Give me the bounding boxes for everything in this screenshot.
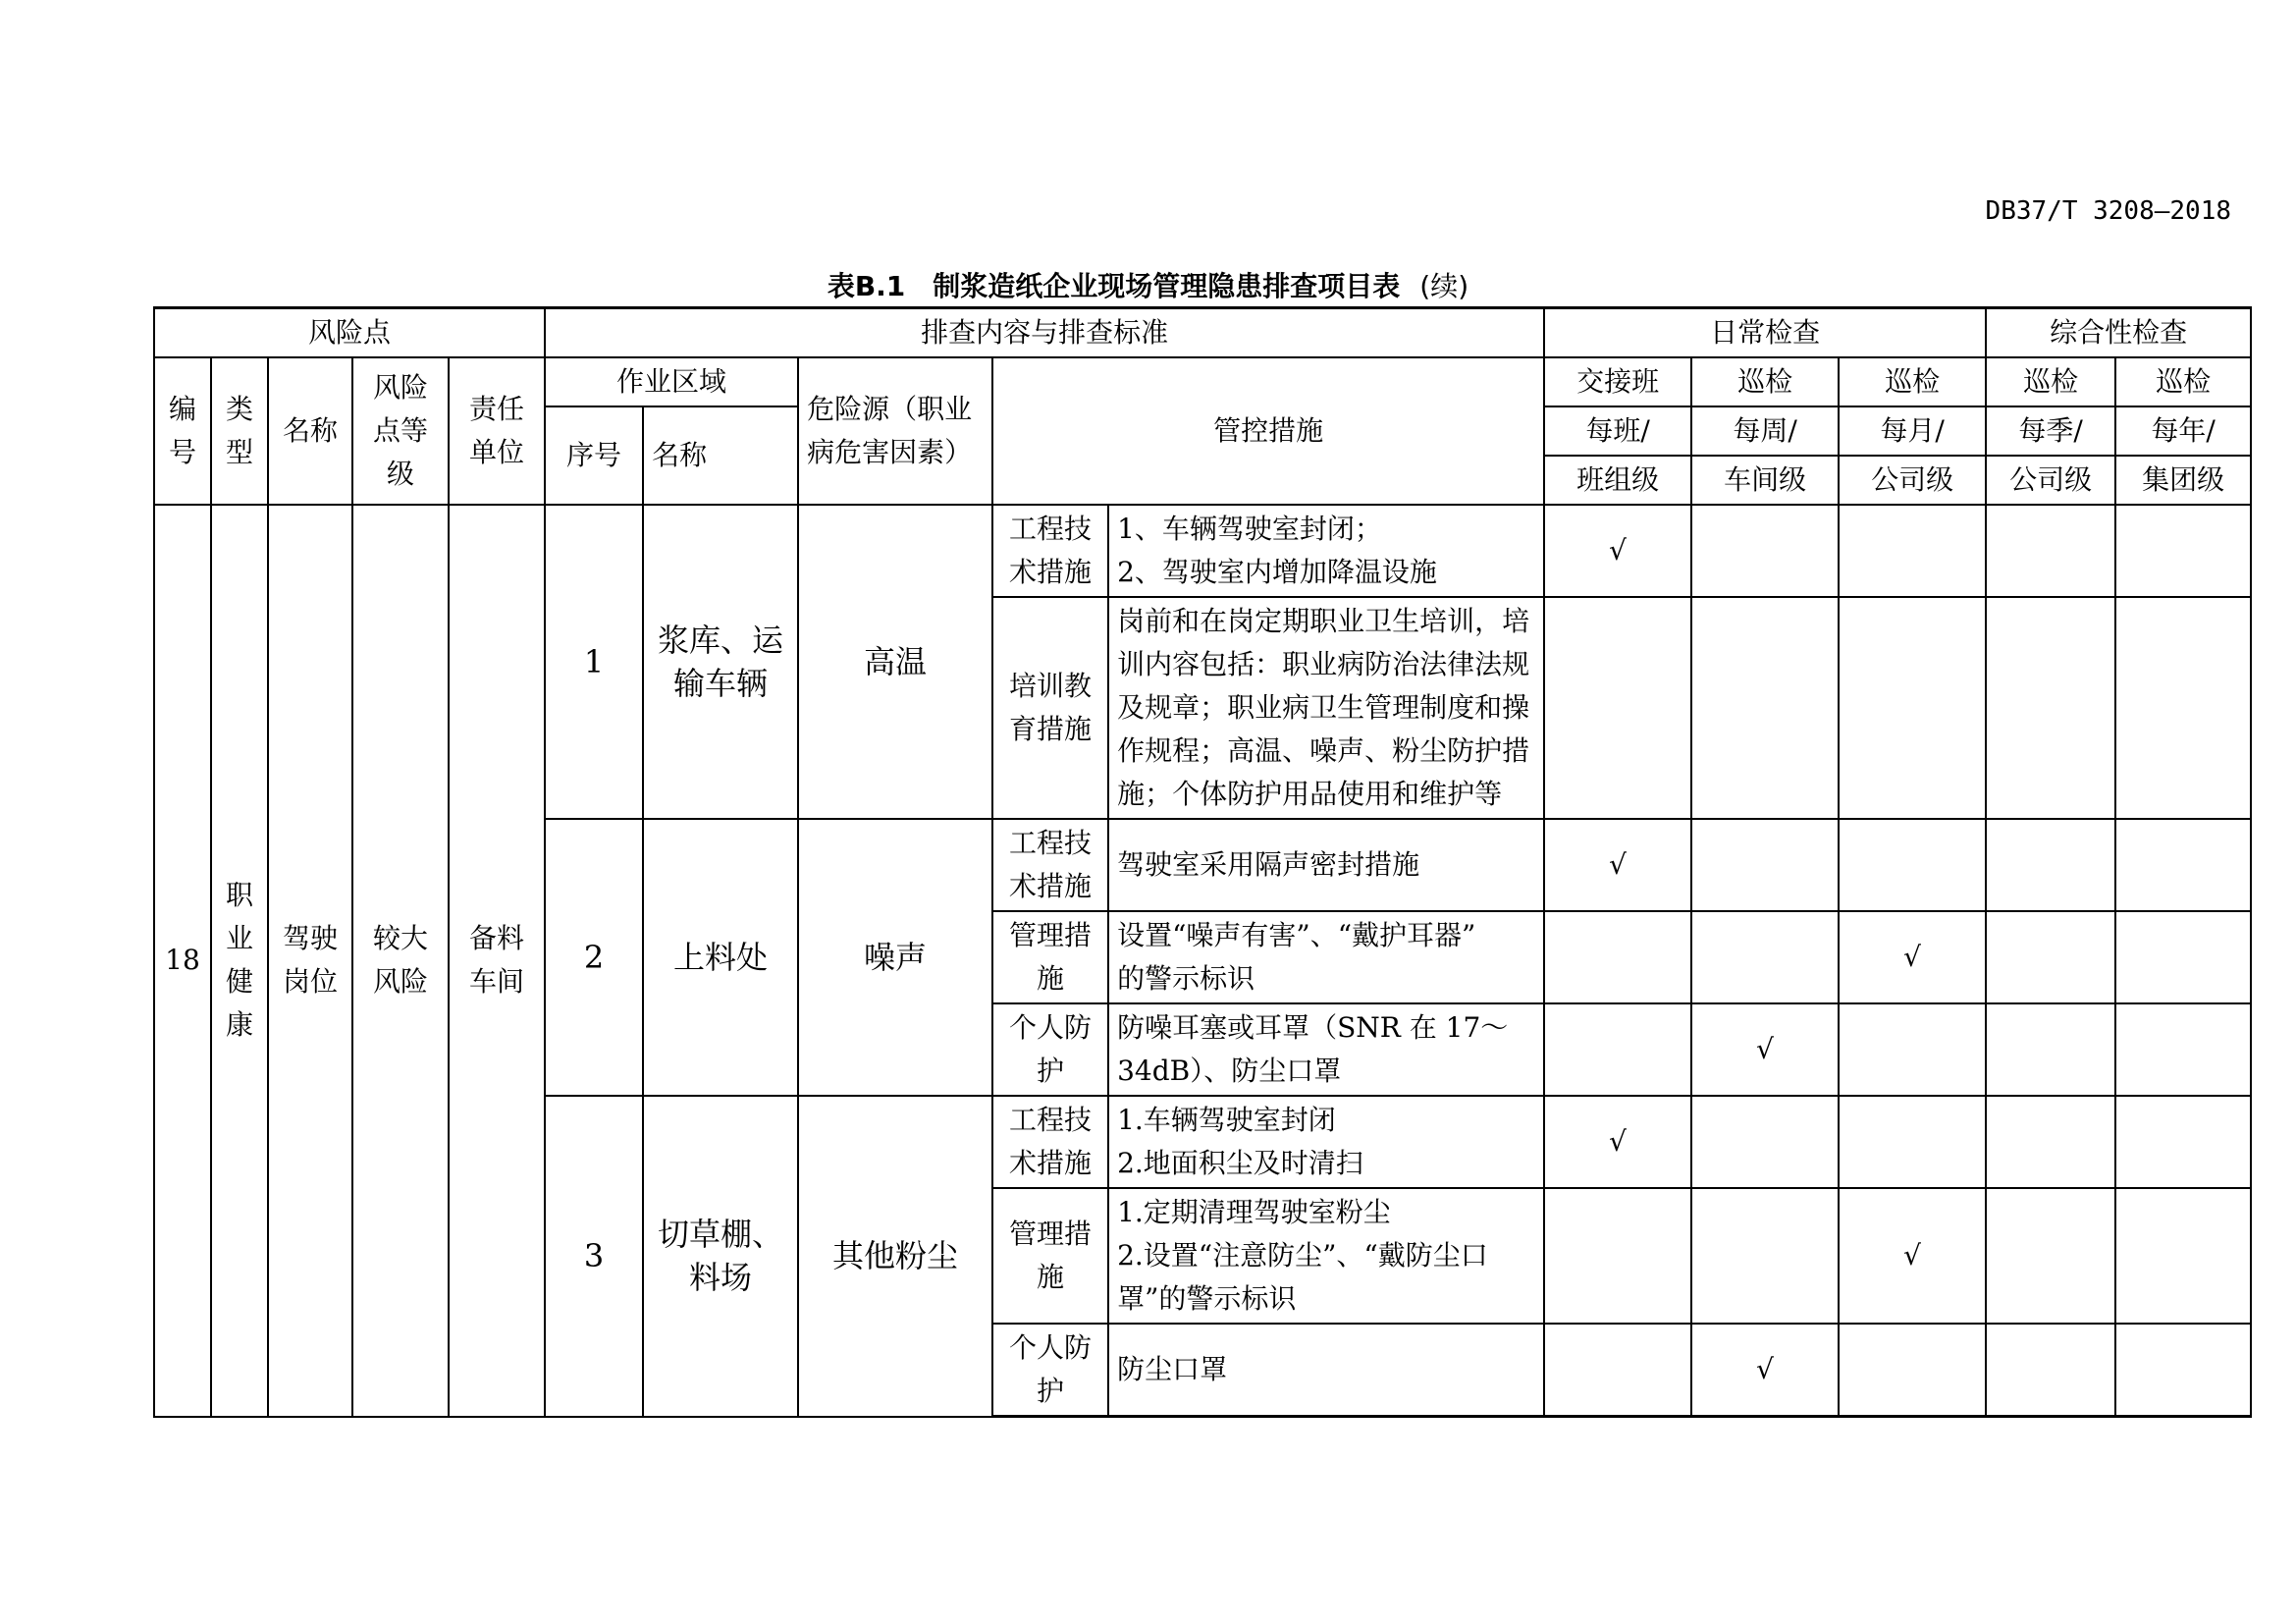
check-cell <box>2115 911 2251 1003</box>
text-line: 驾驶室采用隔声密封措施 <box>1117 848 1420 881</box>
header-freq-kind: 巡检 <box>2115 357 2251 406</box>
check-mark-icon: √ <box>1903 1239 1922 1272</box>
check-cell <box>1986 1096 2115 1188</box>
measure-description <box>1108 1003 1544 1096</box>
text-line: 护 <box>1037 1055 1065 1087</box>
text-line: 工程技 <box>1009 827 1093 859</box>
text-line: 施；个体防护用品使用和维护等 <box>1117 778 1503 810</box>
check-cell <box>2115 819 2251 911</box>
area-seq: 1 <box>545 505 643 819</box>
measure-description <box>1108 505 1544 597</box>
header-risk-level: 风险 点等 级 <box>352 357 449 505</box>
text-line: 岗前和在岗定期职业卫生培训，培 <box>1117 605 1530 637</box>
header-control-measures: 管控措施 <box>992 357 1544 505</box>
text-line: 较大 <box>372 922 428 955</box>
text-line: 备料 <box>469 922 525 955</box>
header-freq-period: 每年/ <box>2115 406 2251 456</box>
text-line: 车间 <box>469 965 525 999</box>
check-cell <box>1544 1003 1691 1096</box>
text-line: 料场 <box>689 1259 753 1297</box>
check-cell <box>1986 819 2115 911</box>
text-line: 上料处 <box>673 939 769 976</box>
header-freq-period: 每月/ <box>1839 406 1986 456</box>
check-cell <box>1544 597 1691 819</box>
check-cell <box>1986 1188 2115 1324</box>
header-freq-level: 公司级 <box>1839 456 1986 505</box>
check-cell <box>1691 597 1839 819</box>
text-line: 术措施 <box>1009 870 1093 902</box>
check-cell <box>2115 1003 2251 1096</box>
text-line: 训内容包括：职业病防治法律法规 <box>1117 648 1530 680</box>
measure-category <box>992 1324 1108 1417</box>
text-line: 岗位 <box>282 965 338 999</box>
header-hazard: 危险源（职业 病危害因素） <box>798 357 992 505</box>
text-line: 管理措 <box>1009 1218 1093 1250</box>
check-cell <box>1986 505 2115 597</box>
header-freq-kind: 交接班 <box>1544 357 1691 406</box>
header-freq-kind: 巡检 <box>1691 357 1839 406</box>
measure-category <box>992 819 1108 911</box>
area-hazard: 高温 <box>798 505 992 819</box>
text-line: 护 <box>1037 1375 1065 1407</box>
check-cell <box>1691 819 1839 911</box>
area-seq: 2 <box>545 819 643 1096</box>
text-line: 康 <box>225 1008 253 1042</box>
text-line: 管理措 <box>1009 919 1093 951</box>
check-cell <box>1691 1188 1839 1324</box>
check-cell <box>1986 597 2115 819</box>
check-cell <box>1544 1096 1691 1188</box>
check-cell <box>1691 911 1839 1003</box>
text-line: 34dB）、防尘口罩 <box>1117 1055 1342 1087</box>
text-line: 1.定期清理驾驶室粉尘 <box>1117 1196 1391 1228</box>
measure-category <box>992 597 1108 819</box>
check-cell <box>1544 1324 1691 1417</box>
risk-type <box>211 505 268 1417</box>
text-line: 2.地面积尘及时清扫 <box>1117 1147 1363 1179</box>
header-number: 编 号 <box>154 357 211 505</box>
text-line: 工程技 <box>1009 1104 1093 1136</box>
measure-description <box>1108 911 1544 1003</box>
check-cell <box>1839 1003 1986 1096</box>
header-responsible-unit: 责任 单位 <box>449 357 545 505</box>
risk-level <box>352 505 449 1417</box>
text-line: 业 <box>225 922 253 955</box>
check-cell <box>1544 819 1691 911</box>
text-line: 施 <box>1037 1261 1065 1293</box>
text-line: 工程技 <box>1009 513 1093 545</box>
check-cell <box>1839 1188 1986 1324</box>
text-line: 罩”的警示标识 <box>1117 1282 1297 1315</box>
text-line: 的警示标识 <box>1117 962 1255 995</box>
text-line: 输车辆 <box>673 665 769 702</box>
measure-description <box>1108 1324 1544 1417</box>
check-cell <box>1986 1324 2115 1417</box>
text-line: 术措施 <box>1009 556 1093 588</box>
check-cell <box>2115 1188 2251 1324</box>
table-title-text: 表B.1 制浆造纸企业现场管理隐患排查项目表 <box>827 270 1401 302</box>
measure-description <box>1108 1188 1544 1324</box>
check-cell <box>2115 505 2251 597</box>
check-cell <box>1839 819 1986 911</box>
text-line: 及规章；职业病卫生管理制度和操 <box>1117 691 1530 724</box>
header-freq-level: 车间级 <box>1691 456 1839 505</box>
check-mark-icon: √ <box>1609 848 1627 881</box>
header-freq-level: 班组级 <box>1544 456 1691 505</box>
check-cell <box>2115 1096 2251 1188</box>
text-line: 2、驾驶室内增加降温设施 <box>1117 556 1437 588</box>
measure-category <box>992 1003 1108 1096</box>
check-cell <box>1691 1003 1839 1096</box>
text-line: 设置“噪声有害”、“戴护耳器” <box>1117 919 1476 951</box>
header-freq-kind: 巡检 <box>1986 357 2115 406</box>
measure-category <box>992 505 1108 597</box>
check-cell <box>1839 1324 1986 1417</box>
text-line: 作规程；高温、噪声、粉尘防护措 <box>1117 734 1530 767</box>
area-name <box>643 505 798 819</box>
check-cell <box>1986 1003 2115 1096</box>
check-cell <box>2115 1324 2251 1417</box>
text-line: 防尘口罩 <box>1117 1353 1228 1385</box>
table-title-continued: (续) <box>1419 270 1469 302</box>
text-line: 育措施 <box>1009 713 1093 745</box>
text-line: 浆库、运 <box>658 622 784 659</box>
text-line: 1.车辆驾驶室封闭 <box>1117 1104 1336 1136</box>
text-line: 风险 <box>372 965 428 999</box>
area-seq: 3 <box>545 1096 643 1417</box>
check-mark-icon: √ <box>1756 1033 1774 1065</box>
area-hazard: 其他粉尘 <box>798 1096 992 1417</box>
check-cell <box>1691 1096 1839 1188</box>
hazard-check-table <box>153 306 2252 1418</box>
header-name: 名称 <box>268 357 352 505</box>
area-hazard: 噪声 <box>798 819 992 1096</box>
table-title <box>0 265 2296 304</box>
text-line: 防噪耳塞或耳罩（SNR 在 17～ <box>1117 1011 1509 1044</box>
header-work-area: 作业区域 <box>545 357 798 406</box>
document-id: DB37/T 3208—2018 <box>1985 196 2231 226</box>
measure-category <box>992 911 1108 1003</box>
header-freq-level: 集团级 <box>2115 456 2251 505</box>
text-line: 术措施 <box>1009 1147 1093 1179</box>
header-check-content: 排查内容与排查标准 <box>545 308 1544 358</box>
header-risk-point: 风险点 <box>154 308 545 358</box>
risk-unit <box>449 505 545 1417</box>
header-freq-period: 每季/ <box>1986 406 2115 456</box>
check-cell <box>1691 505 1839 597</box>
text-line: 个人防 <box>1009 1331 1093 1364</box>
text-line: 培训教 <box>1009 670 1093 702</box>
text-line: 2.设置“注意防尘”、“戴防尘口 <box>1117 1239 1488 1272</box>
text-line: 健 <box>225 965 253 999</box>
text-line: 个人防 <box>1009 1011 1093 1044</box>
area-name <box>643 819 798 1096</box>
check-mark-icon: √ <box>1609 534 1627 567</box>
measure-description <box>1108 597 1544 819</box>
check-cell <box>1839 597 1986 819</box>
header-freq-period: 每班/ <box>1544 406 1691 456</box>
check-cell <box>1839 505 1986 597</box>
header-freq-level: 公司级 <box>1986 456 2115 505</box>
text-line: 1、车辆驾驶室封闭； <box>1117 513 1382 545</box>
measure-description <box>1108 819 1544 911</box>
check-cell <box>1839 1096 1986 1188</box>
check-cell <box>1986 911 2115 1003</box>
risk-number: 18 <box>154 505 211 1417</box>
check-cell <box>1691 1324 1839 1417</box>
check-cell <box>1839 911 1986 1003</box>
header-daily-check: 日常检查 <box>1544 308 1986 358</box>
header-seq: 序号 <box>545 406 643 505</box>
check-cell <box>1544 505 1691 597</box>
text-line: 驾驶 <box>282 922 338 955</box>
text-line: 施 <box>1037 962 1065 995</box>
check-cell <box>1544 911 1691 1003</box>
measure-description <box>1108 1096 1544 1188</box>
check-mark-icon: √ <box>1609 1125 1627 1158</box>
check-mark-icon: √ <box>1756 1353 1774 1385</box>
header-comprehensive-check: 综合性检查 <box>1986 308 2251 358</box>
risk-name <box>268 505 352 1417</box>
area-name <box>643 1096 798 1417</box>
header-freq-period: 每周/ <box>1691 406 1839 456</box>
check-cell <box>2115 597 2251 819</box>
text-line: 切草棚、 <box>658 1216 784 1254</box>
header-type: 类 型 <box>211 357 268 505</box>
check-cell <box>1544 1188 1691 1324</box>
header-area-name: 名称 <box>643 406 798 505</box>
header-freq-kind: 巡检 <box>1839 357 1986 406</box>
measure-category <box>992 1188 1108 1324</box>
text-line: 职 <box>225 879 253 912</box>
measure-category <box>992 1096 1108 1188</box>
check-mark-icon: √ <box>1903 941 1922 973</box>
